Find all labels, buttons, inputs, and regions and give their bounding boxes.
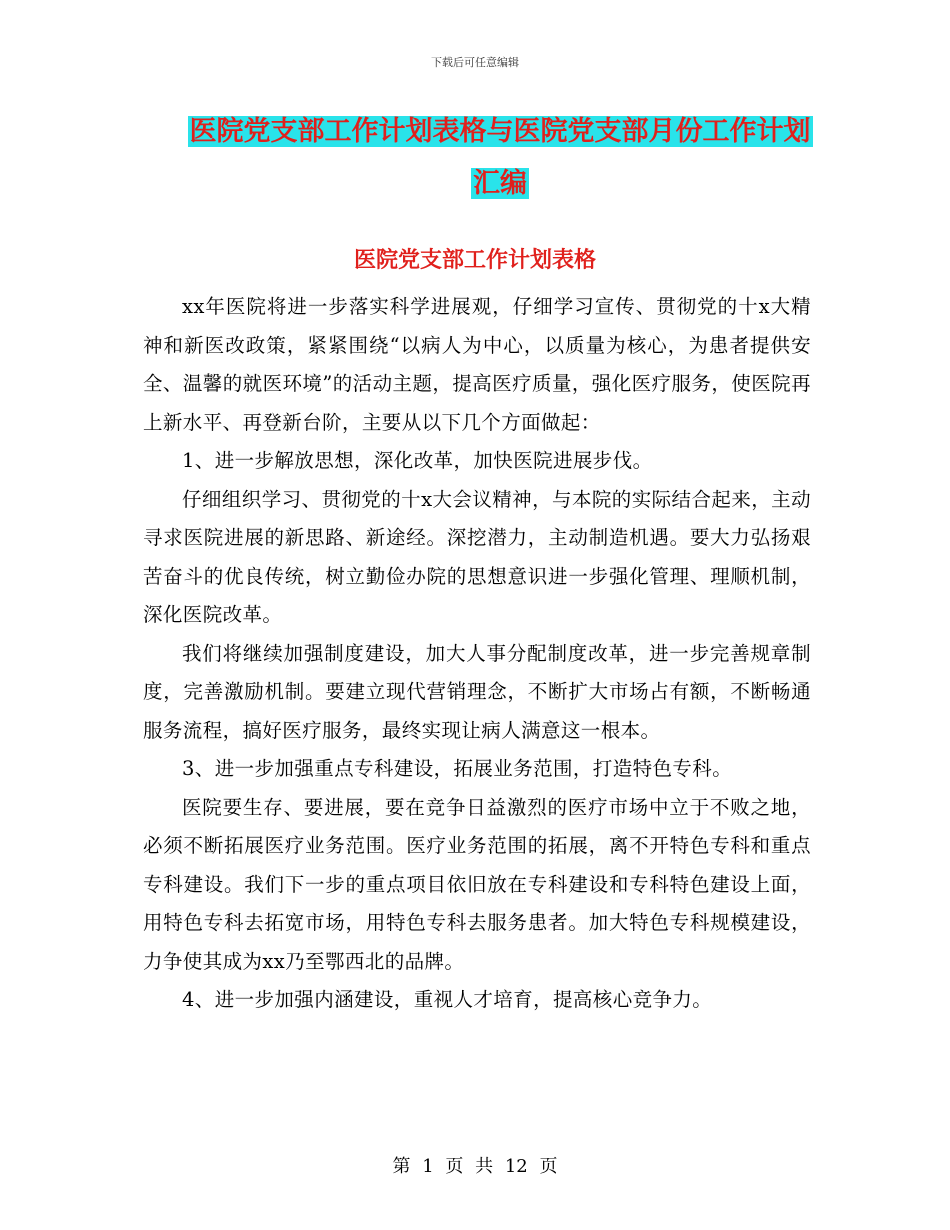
document-title [140, 106, 860, 210]
paragraph-intro: xx年医院将进一步落实科学进展观，仔细学习宣传、贯彻党的十x大精神和新医改政策，紧紧围绕“以病人为中心，以质量为核心，为患者提供安全、温馨的就医环境”的活动主题，提高医疗质量，强化医疗服务，使医院再上新水平、再登新台阶，主要从以下几个方面做起： [143, 295, 811, 434]
paragraph-item-1-heading: 1、进一步解放思想，深化改革，加快医院进展步伐。 [182, 449, 653, 472]
paragraph-item-3-body: 医院要生存、要进展，要在竞争日益激烈的医疗市场中立于不败之地，必须不断拓展医疗业务范围。医疗业务范围的拓展，离不开特色专科和重点专科建设。我们下一步的重点项目依旧放在专科建设和专科特色建设上面，用特色专科去拓宽市场，用特色专科去服务患者。加大特色专科规模建设，力争使其成为xx乃至鄂西北的品牌。 [143, 795, 811, 973]
document-body [143, 288, 811, 1020]
paragraph-item-4-heading: 4、进一步加强内涵建设，重视人才培育，提高核心竞争力。 [182, 988, 713, 1011]
page-header-note: 下载后可任意编辑 [431, 56, 519, 69]
paragraph-item-1-body-2: 我们将继续加强制度建设，加大人事分配制度改革，进一步完善规章制度，完善激励机制。要建立现代营销理念，不断扩大市场占有额，不断畅通服务流程，搞好医疗服务，最终实现让病人满意这一根本。 [143, 641, 811, 742]
page-footer: 第 1 页 共 12 页 [392, 1156, 558, 1177]
paragraph-item-3-heading: 3、进一步加强重点专科建设，拓展业务范围，打造特色专科。 [182, 757, 733, 780]
document-title-line-1: 医院党支部工作计划表格与医院党支部月份工作计划 [189, 116, 811, 147]
document-title-line-2: 汇编 [473, 168, 527, 199]
paragraph-item-1-body: 仔细组织学习、贯彻党的十x大会议精神，与本院的实际结合起来，主动寻求医院进展的新思路、新途经。深挖潜力，主动制造机遇。要大力弘扬艰苦奋斗的优良传统，树立勤俭办院的思想意识进一步强化管理、理顺机制，深化医院改革。 [143, 487, 811, 626]
section-title: 医院党支部工作计划表格 [353, 247, 596, 273]
